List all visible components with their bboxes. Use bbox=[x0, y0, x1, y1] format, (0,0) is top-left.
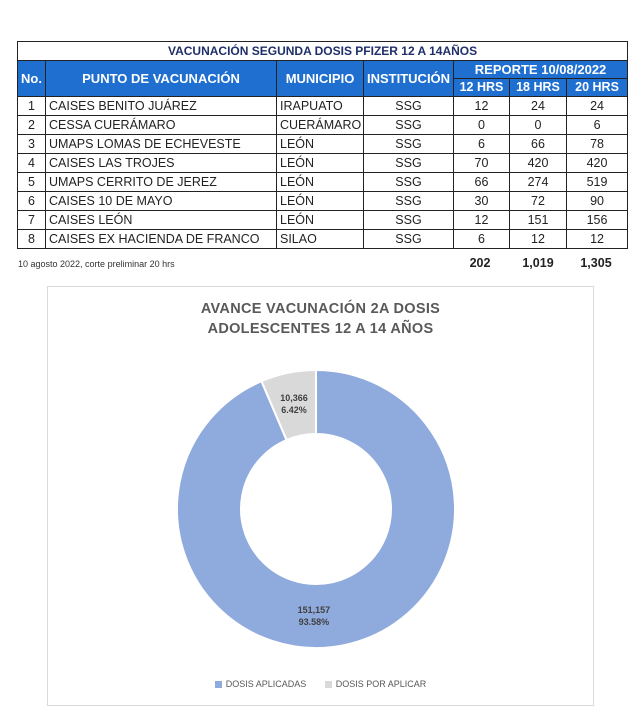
cell-punto: UMAPS LOMAS DE ECHEVESTE bbox=[46, 135, 277, 154]
cell-municipio: LEÓN bbox=[277, 173, 364, 192]
cell-punto: CAISES BENITO JUÁREZ bbox=[46, 97, 277, 116]
cell-h18: 151 bbox=[510, 211, 567, 230]
table-row bbox=[18, 116, 628, 135]
donut-chart bbox=[48, 287, 593, 667]
cell-h20: 12 bbox=[567, 230, 628, 249]
cell-h12: 30 bbox=[454, 192, 510, 211]
cell-h20: 156 bbox=[567, 211, 628, 230]
table-row bbox=[18, 192, 628, 211]
applied-value-label: 151,157 bbox=[297, 604, 331, 615]
header-municipio: MUNICIPIO bbox=[277, 61, 364, 97]
cell-punto: CAISES LEÓN bbox=[46, 211, 277, 230]
legend-label-applied: DOSIS APLICADAS bbox=[225, 679, 307, 689]
chart-container bbox=[47, 286, 594, 706]
pending-percent-label: 6.42% bbox=[281, 405, 307, 416]
cell-institucion: SSG bbox=[364, 173, 454, 192]
header-reporte: REPORTE 10/08/2022 bbox=[454, 61, 628, 79]
cell-h12: 6 bbox=[454, 135, 510, 154]
cell-institucion: SSG bbox=[364, 192, 454, 211]
total-12hrs: 202 bbox=[469, 256, 491, 270]
table-row bbox=[18, 135, 628, 154]
cell-punto: CAISES EX HACIENDA DE FRANCO bbox=[46, 230, 277, 249]
cell-h20: 78 bbox=[567, 135, 628, 154]
cell-h12: 70 bbox=[454, 154, 510, 173]
cell-h18: 24 bbox=[510, 97, 567, 116]
cell-no: 8 bbox=[18, 230, 46, 249]
pending-value-label: 10,366 bbox=[280, 393, 308, 404]
cell-punto: CAISES LAS TROJES bbox=[46, 154, 277, 173]
cell-institucion: SSG bbox=[364, 135, 454, 154]
legend-swatch-pending bbox=[325, 681, 332, 688]
cell-h20: 420 bbox=[567, 154, 628, 173]
chart-title-line-1: AVANCE VACUNACIÓN 2A DOSIS bbox=[200, 301, 441, 317]
cell-punto: UMAPS CERRITO DE JEREZ bbox=[46, 173, 277, 192]
header-12hrs: 12 HRS bbox=[454, 79, 510, 97]
chart-legend bbox=[48, 679, 593, 690]
table-row bbox=[18, 97, 628, 116]
cell-h18: 66 bbox=[510, 135, 567, 154]
table-row bbox=[18, 173, 628, 192]
cell-h18: 274 bbox=[510, 173, 567, 192]
cell-municipio: CUERÁMARO bbox=[277, 116, 364, 135]
header-18hrs: 18 HRS bbox=[510, 79, 567, 97]
cell-no: 7 bbox=[18, 211, 46, 230]
header-20hrs: 20 HRS bbox=[567, 79, 628, 97]
chart-title-line-2: ADOLESCENTES 12 A 14 AÑOS bbox=[207, 321, 434, 337]
legend-label-pending: DOSIS POR APLICAR bbox=[335, 679, 427, 689]
cell-h20: 6 bbox=[567, 116, 628, 135]
cell-no: 3 bbox=[18, 135, 46, 154]
table-title: VACUNACIÓN SEGUNDA DOSIS PFIZER 12 A 14AÑOS bbox=[18, 42, 628, 61]
cell-h20: 90 bbox=[567, 192, 628, 211]
cell-no: 2 bbox=[18, 116, 46, 135]
applied-percent-label: 93.58% bbox=[298, 616, 330, 627]
cell-no: 5 bbox=[18, 173, 46, 192]
cell-h18: 420 bbox=[510, 154, 567, 173]
cell-h12: 6 bbox=[454, 230, 510, 249]
cell-institucion: SSG bbox=[364, 154, 454, 173]
cell-h18: 0 bbox=[510, 116, 567, 135]
total-18hrs: 1,019 bbox=[522, 256, 554, 270]
legend-swatch-applied bbox=[215, 681, 222, 688]
table-note: 10 agosto 2022, corte preliminar 20 hrs bbox=[18, 259, 175, 269]
cell-municipio: LEÓN bbox=[277, 211, 364, 230]
cell-h18: 72 bbox=[510, 192, 567, 211]
total-20hrs: 1,305 bbox=[580, 256, 612, 270]
cell-institucion: SSG bbox=[364, 97, 454, 116]
cell-municipio: LEÓN bbox=[277, 154, 364, 173]
cell-punto: CAISES 10 DE MAYO bbox=[46, 192, 277, 211]
cell-institucion: SSG bbox=[364, 116, 454, 135]
header-institucion: INSTITUCIÓN bbox=[364, 61, 454, 97]
cell-h12: 0 bbox=[454, 116, 510, 135]
table-row bbox=[18, 230, 628, 249]
table-row bbox=[18, 154, 628, 173]
cell-no: 6 bbox=[18, 192, 46, 211]
header-punto: PUNTO DE VACUNACIÓN bbox=[46, 61, 277, 97]
legend-item-pending bbox=[325, 679, 427, 689]
legend-item-applied bbox=[215, 679, 307, 689]
cell-no: 1 bbox=[18, 97, 46, 116]
cell-municipio: SILAO bbox=[277, 230, 364, 249]
cell-municipio: LEÓN bbox=[277, 192, 364, 211]
cell-institucion: SSG bbox=[364, 230, 454, 249]
cell-h20: 24 bbox=[567, 97, 628, 116]
cell-h18: 12 bbox=[510, 230, 567, 249]
cell-institucion: SSG bbox=[364, 211, 454, 230]
cell-no: 4 bbox=[18, 154, 46, 173]
cell-h12: 12 bbox=[454, 211, 510, 230]
cell-h20: 519 bbox=[567, 173, 628, 192]
cell-punto: CESSA CUERÁMARO bbox=[46, 116, 277, 135]
header-no: No. bbox=[18, 61, 46, 97]
vaccination-table bbox=[17, 41, 628, 249]
cell-municipio: IRAPUATO bbox=[277, 97, 364, 116]
cell-h12: 66 bbox=[454, 173, 510, 192]
cell-municipio: LEÓN bbox=[277, 135, 364, 154]
cell-h12: 12 bbox=[454, 97, 510, 116]
table-row bbox=[18, 211, 628, 230]
